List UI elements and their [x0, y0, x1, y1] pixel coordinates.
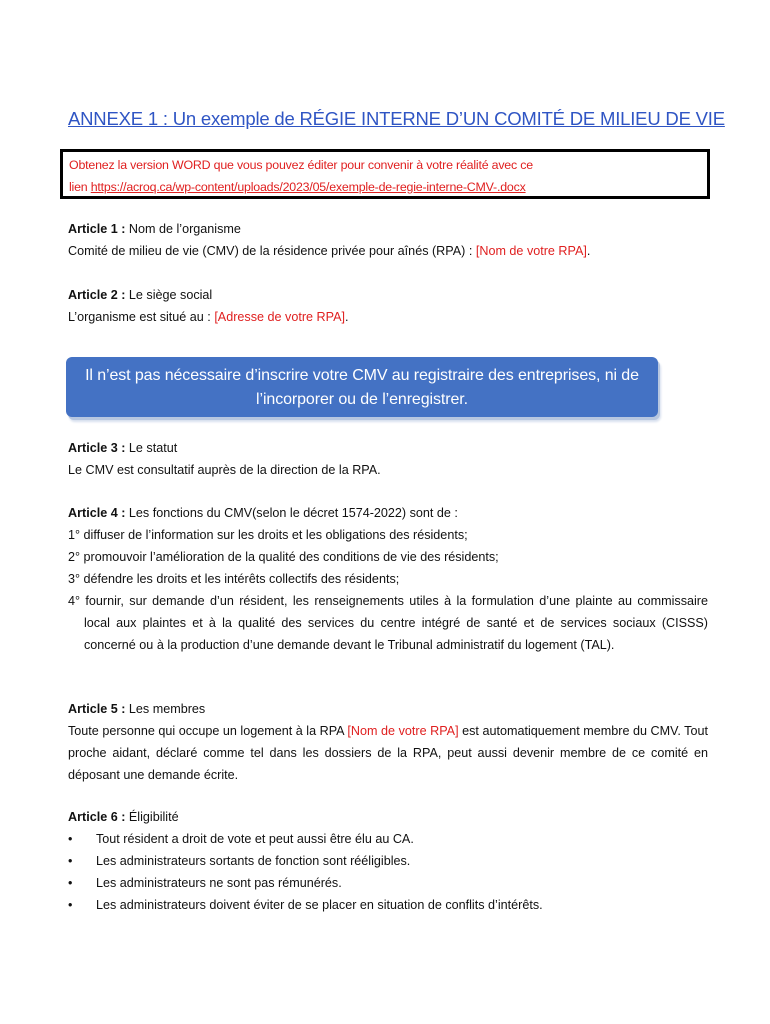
registration-callout [66, 357, 658, 417]
article-1 [68, 218, 708, 262]
list-item [68, 872, 708, 894]
word-version-notice [60, 149, 710, 199]
article-6-label: Article 6 : [68, 810, 126, 824]
bullet-icon: • [68, 854, 73, 868]
bullet-text: Les administrateurs sortants de fonction sont rééligibles. [96, 854, 411, 868]
article-5-text-before: Toute personne qui occupe un logement à la RPA [68, 724, 348, 738]
list-item [68, 850, 708, 872]
rpa-name-placeholder: [Nom de votre RPA] [347, 724, 459, 738]
page-title: ANNEXE 1 : Un exemple de RÉGIE INTERNE D’UN COMITÉ DE MILIEU DE VIE [68, 108, 725, 129]
list-item: 1° diffuser de l’information sur les droits et les obligations des résidents; [68, 528, 468, 542]
callout-text: Il n’est pas nécessaire d’inscrire votre CMV au registraire des entreprises, ni de l’incorporer ou de l’enregistrer. [85, 367, 639, 408]
bullet-text: Les administrateurs doivent éviter de se placer en situation de conflits d’intérêts. [96, 898, 543, 912]
article-3-label: Article 3 : [68, 441, 126, 455]
article-3-text: Le CMV est consultatif auprès de la direction de la RPA. [68, 463, 381, 477]
article-6 [68, 806, 708, 916]
article-3 [68, 437, 708, 481]
bullet-icon: • [68, 832, 73, 846]
article-2-heading: Le siège social [125, 288, 213, 302]
article-4 [68, 502, 708, 656]
word-download-link[interactable]: https://acroq.ca/wp-content/uploads/2023/05/exemple-de-regie-interne-CMV-.docx [90, 180, 526, 194]
article-5 [68, 698, 708, 786]
bullet-text: Les administrateurs ne sont pas rémunérés. [96, 876, 342, 890]
bullet-icon: • [68, 876, 73, 890]
list-item [68, 894, 708, 916]
article-3-heading: Le statut [125, 441, 178, 455]
article-4-heading: Les fonctions du CMV(selon le décret 1574-2022) sont de : [125, 506, 458, 520]
bullet-text: Tout résident a droit de vote et peut aussi être élu au CA. [96, 832, 414, 846]
article-4-label: Article 4 : [68, 506, 126, 520]
list-item: 3° défendre les droits et les intérêts collectifs des résidents; [68, 572, 400, 586]
notice-link-prefix: lien [69, 180, 91, 194]
address-placeholder: [Adresse de votre RPA] [214, 310, 345, 324]
article-6-heading: Éligibilité [125, 810, 179, 824]
list-item: 2° promouvoir l’amélioration de la qualité des conditions de vie des résidents; [68, 550, 499, 564]
list-item [68, 828, 708, 850]
article-2 [68, 284, 708, 328]
bullet-icon: • [68, 898, 73, 912]
article-2-text: L’organisme est situé au : [68, 310, 215, 324]
list-item: 4° fournir, sur demande d’un résident, les renseignements utiles à la formulation d’une plainte au commissaire local aux plaintes et à la qualité des services du centre intégré de santé et de services sociaux (CISSS) concerné ou à la production d’une demande devant le Tribunal administratif du logement (TAL). [68, 594, 708, 652]
article-1-end: . [586, 244, 591, 258]
rpa-name-placeholder: [Nom de votre RPA] [475, 244, 587, 258]
article-2-end: . [344, 310, 349, 324]
article-5-heading: Les membres [125, 702, 206, 716]
article-5-text-after: est automatiquement membre du CMV. Tout proche aidant, déclaré comme tel dans les dossiers de la RPA, peut aussi devenir membre de ce comité en déposant une demande écrite. [68, 724, 708, 782]
article-1-text: Comité de milieu de vie (CMV) de la résidence privée pour aînés (RPA) : [68, 244, 476, 258]
article-2-label: Article 2 : [68, 288, 126, 302]
article-1-label: Article 1 : [68, 222, 126, 236]
article-1-heading: Nom de l’organisme [125, 222, 241, 236]
article-5-label: Article 5 : [68, 702, 126, 716]
notice-text: Obtenez la version WORD que vous pouvez éditer pour convenir à votre réalité avec ce [69, 158, 533, 172]
